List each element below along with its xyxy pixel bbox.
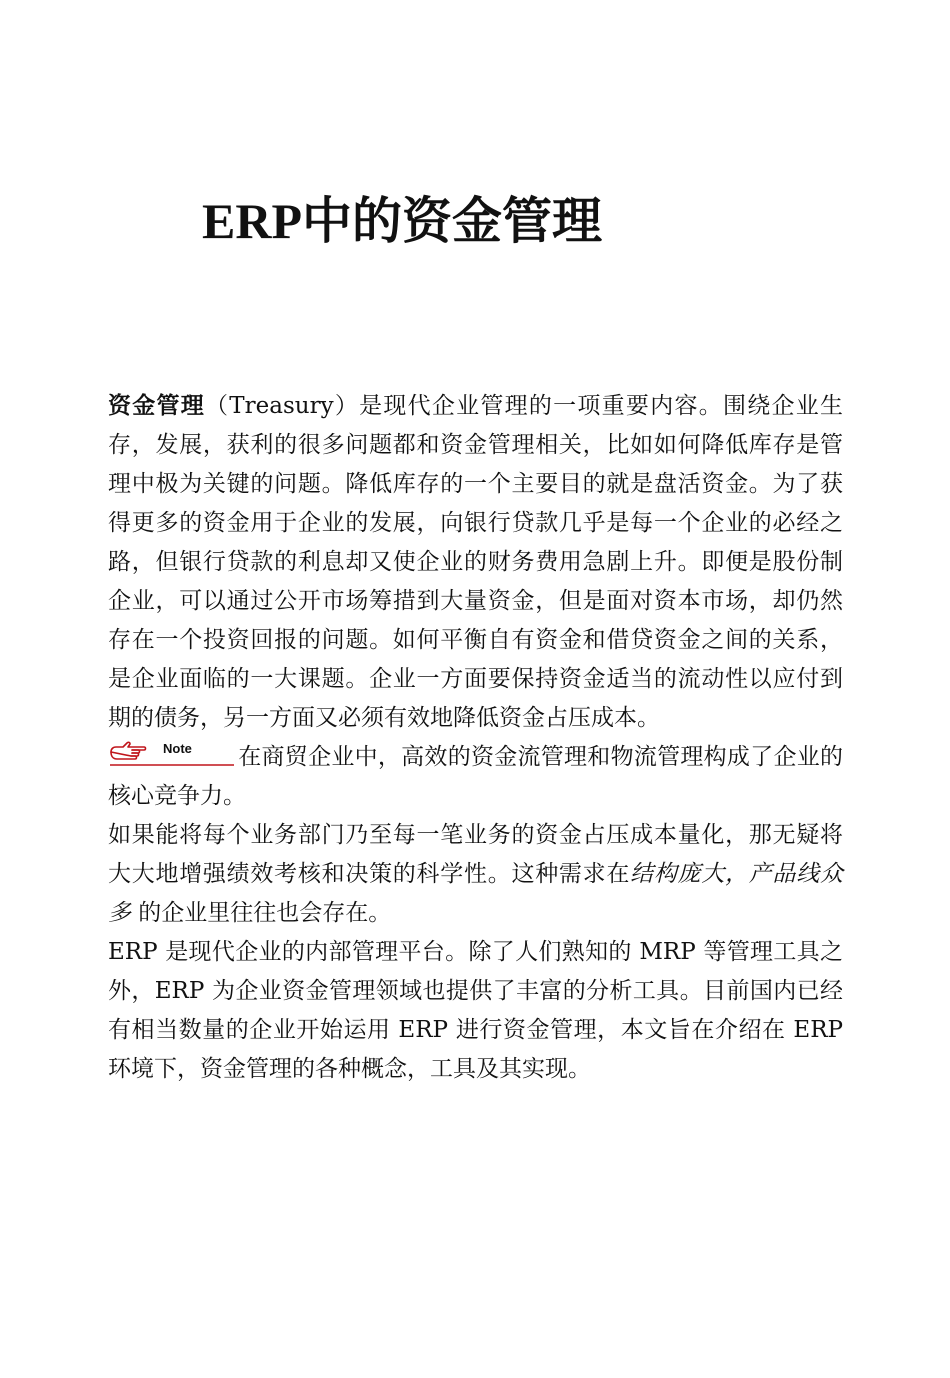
erp-paragraph: ERP 是现代企业的内部管理平台。除了人们熟知的 MRP 等管理工具之外，ERP 为企业资金管理领域也提供了丰富的分析工具。目前国内已经有相当数量的企业开始运用 ERP 进行资金管理，本文旨在介绍在 ERP 环境下，资金管理的各种概念，工具及其实现。 — [108, 939, 843, 1082]
emphasis-text: 结构庞大，产品线众多 — [108, 861, 844, 926]
demand-text: 如果能将每个业务部门乃至每一笔业务的资金占压成本量化，那无疑将大大地增强绩效考核和决策的科学性。这种需求在 — [108, 822, 843, 887]
note-label: Note — [163, 741, 192, 756]
page-title: ERP中的资金管理 — [202, 193, 602, 249]
note-paragraph — [108, 738, 843, 816]
lead-term: 资金管理 — [108, 392, 206, 419]
intro-text: （Treasury）是现代企业管理的一项重要内容。围绕企业生存，发展，获利的很多问题都和资金管理相关，比如如何降低库存是管理中极为关键的问题。降低库存的一个主要目的就是盘活资金。为了获得更多的资金用于企业的发展，向银行贷款几乎是每一个企业的必经之路，但银行贷款的利息却又使企业的财务费用急剧上升。即便是股份制企业，可以通过公开市场筹措到大量资金，但是面对资本市场，却仍然存在一个投资回报的问题。如何平衡自有资金和借贷资金之间的关系，是企业面临的一大课题。企业一方面要保持资金适当的流动性以应付到期的债务，另一方面又必须有效地降低资金占压成本。 — [108, 393, 844, 731]
demand-text-end: 的企业里往往也会存在。 — [131, 900, 392, 926]
document-body — [108, 386, 843, 1089]
note-text: 在商贸企业中，高效的资金流管理和物流管理构成了企业的核心竞争力。 — [108, 744, 843, 809]
demand-paragraph — [108, 816, 843, 933]
note-badge — [108, 740, 236, 768]
intro-paragraph — [108, 386, 843, 738]
